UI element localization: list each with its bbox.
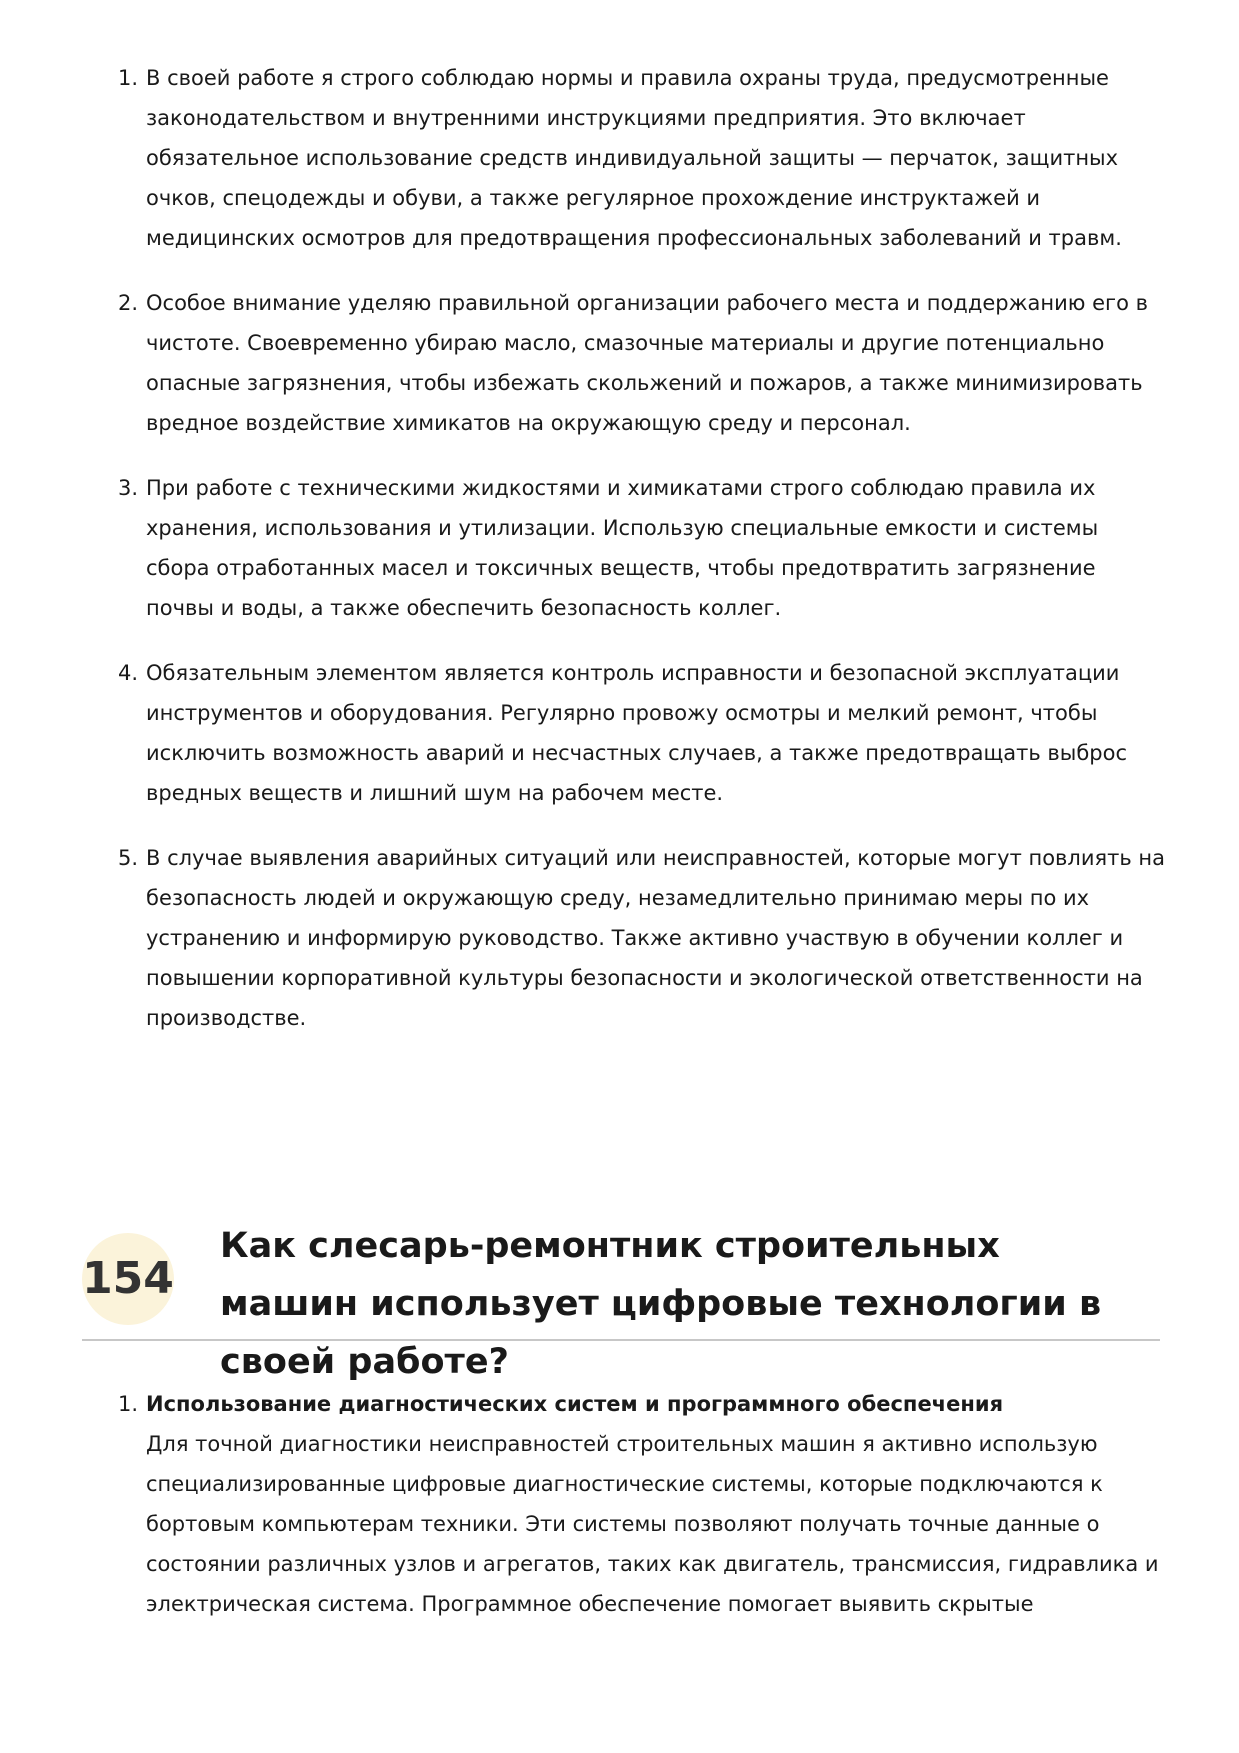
list-item-number: 5. — [118, 846, 139, 870]
list-item — [118, 468, 1168, 628]
list-item-number: 2. — [118, 291, 139, 315]
list-item-text: Особое внимание уделяю правильной организации рабочего места и поддержанию его в чистоте. Своевременно убираю масло, смазочные материалы и другие потенциально опасные загрязнения, чтобы избежать скольжений и пожаров, а также минимизировать вредное воздействие химикатов на окружающую среду и персонал. — [146, 291, 1148, 435]
list-item — [118, 283, 1168, 443]
answer-list — [118, 1384, 1168, 1649]
list-item — [118, 1384, 1168, 1624]
list-item-text: При работе с техническими жидкостями и химикатами строго соблюдаю правила их хранения, использования и утилизации. Использую специальные емкости и системы сбора отработанных масел и токсичных веществ, чтобы предотвратить загрязнение почвы и воды, а также обеспечить безопасность коллег. — [146, 476, 1099, 620]
question-header — [82, 1213, 1160, 1382]
list-item-heading: Использование диагностических систем и программного обеспечения — [146, 1392, 1004, 1416]
list-item-text: Обязательным элементом является контроль исправности и безопасной эксплуатации инструментов и оборудования. Регулярно провожу осмотры и мелкий ремонт, чтобы исключить возможность аварий и несчастных случаев, а также предотвращать выброс вредных веществ и лишний шум на рабочем месте. — [146, 661, 1128, 805]
list-item — [118, 838, 1168, 1038]
list-item-number: 1. — [118, 66, 139, 90]
list-item-number: 4. — [118, 661, 139, 685]
list-item-text: В своей работе я строго соблюдаю нормы и правила охраны труда, предусмотренные законодательством и внутренними инструкциями предприятия. Это включает обязательное использование средств индивидуальной защиты — перчаток, защитных очков, спецодежды и обуви, а также регулярное прохождение инструктажей и медицинских осмотров для предотвращения профессиональных заболеваний и травм. — [146, 66, 1122, 250]
list-item — [118, 653, 1168, 813]
question-number-badge: 154 — [82, 1233, 174, 1325]
answer-list — [118, 58, 1168, 1063]
list-item — [118, 58, 1168, 258]
list-item-number: 1. — [118, 1392, 139, 1416]
list-item-text: В случае выявления аварийных ситуаций или неисправностей, которые могут повлиять на безопасность людей и окружающую среду, незамедлительно принимаю меры по их устранению и информирую руководство. Также активно участвую в обучении коллег и повышении корпоративной культуры безопасности и экологической ответственности на производстве. — [146, 846, 1166, 1030]
list-item-text: Для точной диагностики неисправностей строительных машин я активно использую специализированные цифровые диагностические системы, которые подключаются к бортовым компьютерам техники. Эти системы позволяют получать точные данные о состоянии различных узлов и агрегатов, таких как двигатель, трансмиссия, гидравлика и электрическая система. Программное обеспечение помогает выявить скрытые — [146, 1432, 1159, 1616]
list-item-number: 3. — [118, 476, 139, 500]
question-title: Как слесарь-ремонтник строительных машин использует цифровые технологии в своей работе? — [220, 1226, 1102, 1382]
